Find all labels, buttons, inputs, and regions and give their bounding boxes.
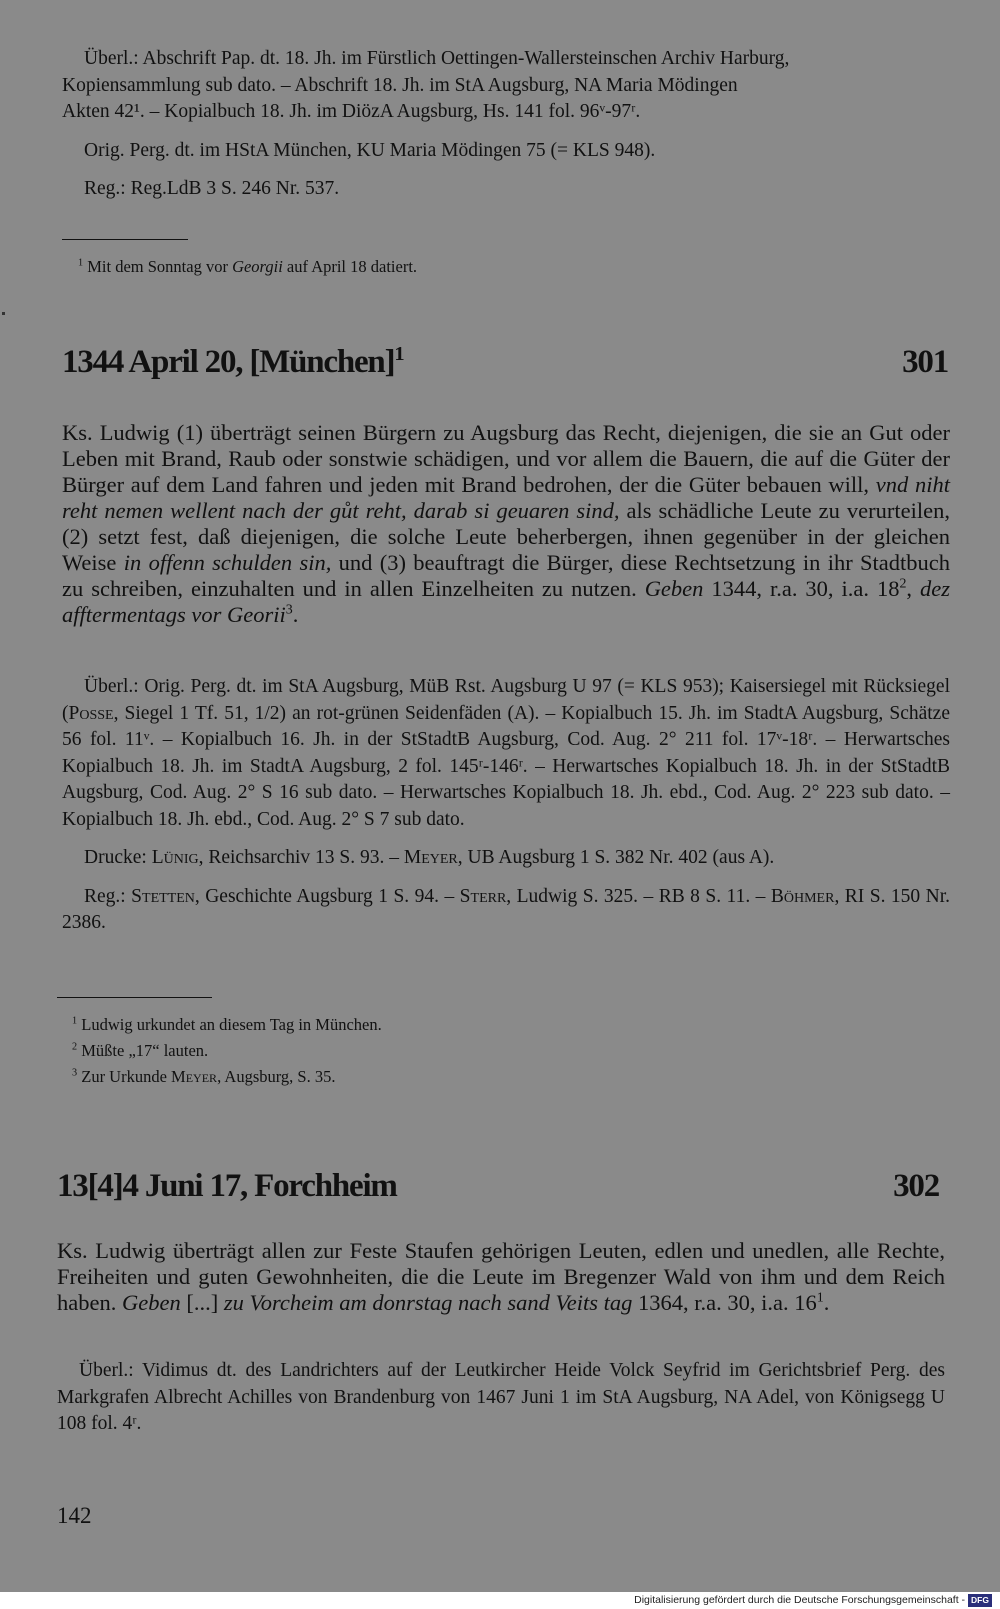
drucke-text: , Reichsarchiv 13 S. 93. – <box>198 847 404 868</box>
footnote-text-italic: Georgii <box>232 257 283 276</box>
footnote <box>72 1038 382 1064</box>
summary-text: Ks. Ludwig überträgt allen zur Feste Staufen gehörigen Leuten, edlen und unedlen, alle Rechte, Freiheiten und guten Gewohnheiten, die die Leute im Bregenzer Wald von ihm und dem Reich haben. <box>57 1238 945 1315</box>
footnote-ref: 1 <box>816 1290 824 1306</box>
reg-line: Reg.: Reg.LdB 3 S. 246 Nr. 537. <box>84 178 340 199</box>
footnote-text-pre: Mit dem Sonntag vor <box>87 257 233 276</box>
summary-quote: dez afftermentags vor Georii <box>62 576 951 627</box>
credit-text: Digitalisierung gefördert durch die Deutsche Forschungsgemeinschaft - <box>634 1594 966 1606</box>
ueberl-line-1: Überl.: Abschrift Pap. dt. 18. Jh. im Fürstlich Oettingen-Wallersteinschen Archiv Harburg, <box>84 48 790 69</box>
footnote-number: 2 <box>72 1041 78 1053</box>
reg-text: , RI S. 150 Nr. 2386. <box>62 885 950 933</box>
summary-text: 1344, r.a. 30, i.a. 18 <box>703 576 900 601</box>
author-name: Böhmer <box>770 885 835 907</box>
reg-text: Reg.: <box>84 885 132 907</box>
document-number: 302 <box>893 1168 939 1204</box>
document-summary-301 <box>62 420 950 628</box>
heading-footnote-ref: 1 <box>394 343 404 365</box>
footnote-rule <box>62 239 188 240</box>
ueberl-paragraph <box>62 674 950 833</box>
summary-quote: vnd niht reht nemen wellent nach der gůt reht, darab si geuaren sind, <box>62 472 950 523</box>
summary-quote: in offenn schulden sin, <box>123 550 332 575</box>
author-name: Stetten <box>131 885 195 907</box>
previous-document-apparatus <box>62 46 950 203</box>
summary-text: Ks. Ludwig (1) überträgt seinen Bürgern zu Augsburg das Recht, diejenigen, die sie an Gut oder Leben mit Brand, Raub oder sonstwie schädigen, und vor allem die Bauern, die auf die Güter der Bürger auf dem Land fahren und jeden mit Brand bedrohen, der die Güter bebauen will, <box>62 420 950 497</box>
document-apparatus-301 <box>62 674 950 937</box>
footnote <box>72 1064 382 1090</box>
scan-mark <box>2 312 5 315</box>
drucke-text: , UB Augsburg 1 S. 382 Nr. 402 (aus A). <box>457 847 775 868</box>
footnote-number: 1 <box>78 257 84 269</box>
summary-text: . <box>823 1290 830 1315</box>
reg-paragraph <box>62 884 950 937</box>
document-heading-302 <box>57 1168 939 1205</box>
footnote-text: , Augsburg, S. 35. <box>217 1067 336 1086</box>
summary-text: [...] <box>180 1290 224 1315</box>
drucke-paragraph <box>62 845 950 872</box>
author-name: Sterr <box>459 885 507 907</box>
ueberl-line-3: Akten 42¹. – Kopialbuch 18. Jh. im DiözA Augsburg, Hs. 141 fol. 96ᵛ-97ʳ. <box>62 101 641 122</box>
reg-text: , Ludwig S. 325. – RB 8 S. 11. – <box>506 885 771 907</box>
author-name: Meyer <box>171 1067 218 1086</box>
ueberl-text: Überl.: Orig. Perg. dt. im StA Augsburg, MüB Rst. Augsburg U 97 (= KLS 953); Kaisersiegel mit Rücksiegel ( <box>62 676 950 724</box>
digitization-credit <box>634 1592 992 1609</box>
summary-text: und (3) beauftragt die Bürger, diese Rechtsetzung in ihr Stadtbuch zu schreiben, einzuhalten und in allen Einzelheiten zu nutzen. <box>62 550 950 601</box>
footnotes-301 <box>72 1012 382 1090</box>
summary-text: als schädliche Leute zu verurteilen, (2) setzt fest, daß diejenigen, die solche Leute beherbergen, ihnen gegenüber in der gleichen Weise <box>62 498 950 575</box>
footnote <box>78 254 417 280</box>
dfg-logo: DFG <box>968 1594 992 1607</box>
drucke-text: Drucke: <box>84 847 152 868</box>
footnote-number: 1 <box>72 1015 78 1027</box>
footnote-number: 3 <box>72 1067 78 1079</box>
footnote <box>72 1012 382 1038</box>
footnote-rule <box>57 997 212 998</box>
ueberl-text: , Siegel 1 Tf. 51, 1/2) an rot-grünen Seidenfäden (A). – Kopialbuch 15. Jh. im StadtA Augsburg, Schätze 56 fol. 11ᵛ. – Kopialbuch 16. Jh. in der StStadtB Augsburg, Cod. Aug. 2° 211 fol. 17ᵛ-18ʳ. – Herwartsches Kopialbuch 18. Jh. im StadtA Augsburg, 2 fol. 145ʳ-146ʳ. – Herwartsches Kopialbuch 18. Jh. in der StStadtB Augsburg, Cod. Aug. 2° S 16 sub dato. – Herwartsches Kopialbuch 18. Jh. ebd., Cod. Aug. 2° 223 sub dato. – Kopialbuch 18. Jh. ebd., Cod. Aug. 2° S 7 sub dato. <box>62 702 950 830</box>
date-place-text: 1344 April 20, [München] <box>62 344 395 380</box>
summary-quote: zu Vorcheim am donrstag nach sand Veits tag <box>223 1290 633 1315</box>
document-apparatus-302 <box>57 1358 945 1438</box>
summary-text: , <box>906 576 921 601</box>
page-number: 142 <box>57 1503 92 1528</box>
document-date-place: 13[4]4 Juni 17, Forchheim <box>57 1168 397 1204</box>
summary-quote: Geben <box>121 1290 181 1315</box>
footnote-ref: 2 <box>899 576 907 592</box>
reg-text: , Geschichte Augsburg 1 S. 94. – <box>194 885 460 907</box>
footnote-text: Zur Urkunde <box>81 1067 172 1086</box>
footnote-text: Ludwig urkundet an diesem Tag in München. <box>81 1015 382 1034</box>
document-date-place <box>62 344 403 381</box>
summary-text: 1364, r.a. 30, i.a. 16 <box>632 1290 817 1315</box>
author-name: Lünig <box>151 847 199 868</box>
summary-quote: Geben <box>644 576 704 601</box>
footnote-ref: 3 <box>285 602 293 618</box>
ueberl-paragraph: Überl.: Vidimus dt. des Landrichters auf der Leutkircher Heide Volck Seyfrid im Gerichtsbrief Perg. des Markgrafen Albrecht Achilles von Brandenburg von 1467 Juni 1 im StA Augsburg, NA Adel, von Königsegg U 108 fol. 4ʳ. <box>57 1360 945 1434</box>
author-name: Posse <box>68 702 114 724</box>
ueberl-line-2: Kopiensammlung sub dato. – Abschrift 18. Jh. im StA Augsburg, NA Maria Mödingen <box>62 74 738 96</box>
footnote-text: Müßte „17“ lauten. <box>81 1041 209 1060</box>
document-heading-301 <box>62 344 948 381</box>
orig-line: Orig. Perg. dt. im HStA München, KU Maria Mödingen 75 (= KLS 948). <box>84 139 656 161</box>
author-name: Meyer <box>403 847 458 868</box>
footnote-text-post: auf April 18 datiert. <box>282 257 418 276</box>
document-number: 301 <box>902 344 948 380</box>
document-summary-302 <box>57 1238 945 1316</box>
summary-text: . <box>292 602 299 627</box>
